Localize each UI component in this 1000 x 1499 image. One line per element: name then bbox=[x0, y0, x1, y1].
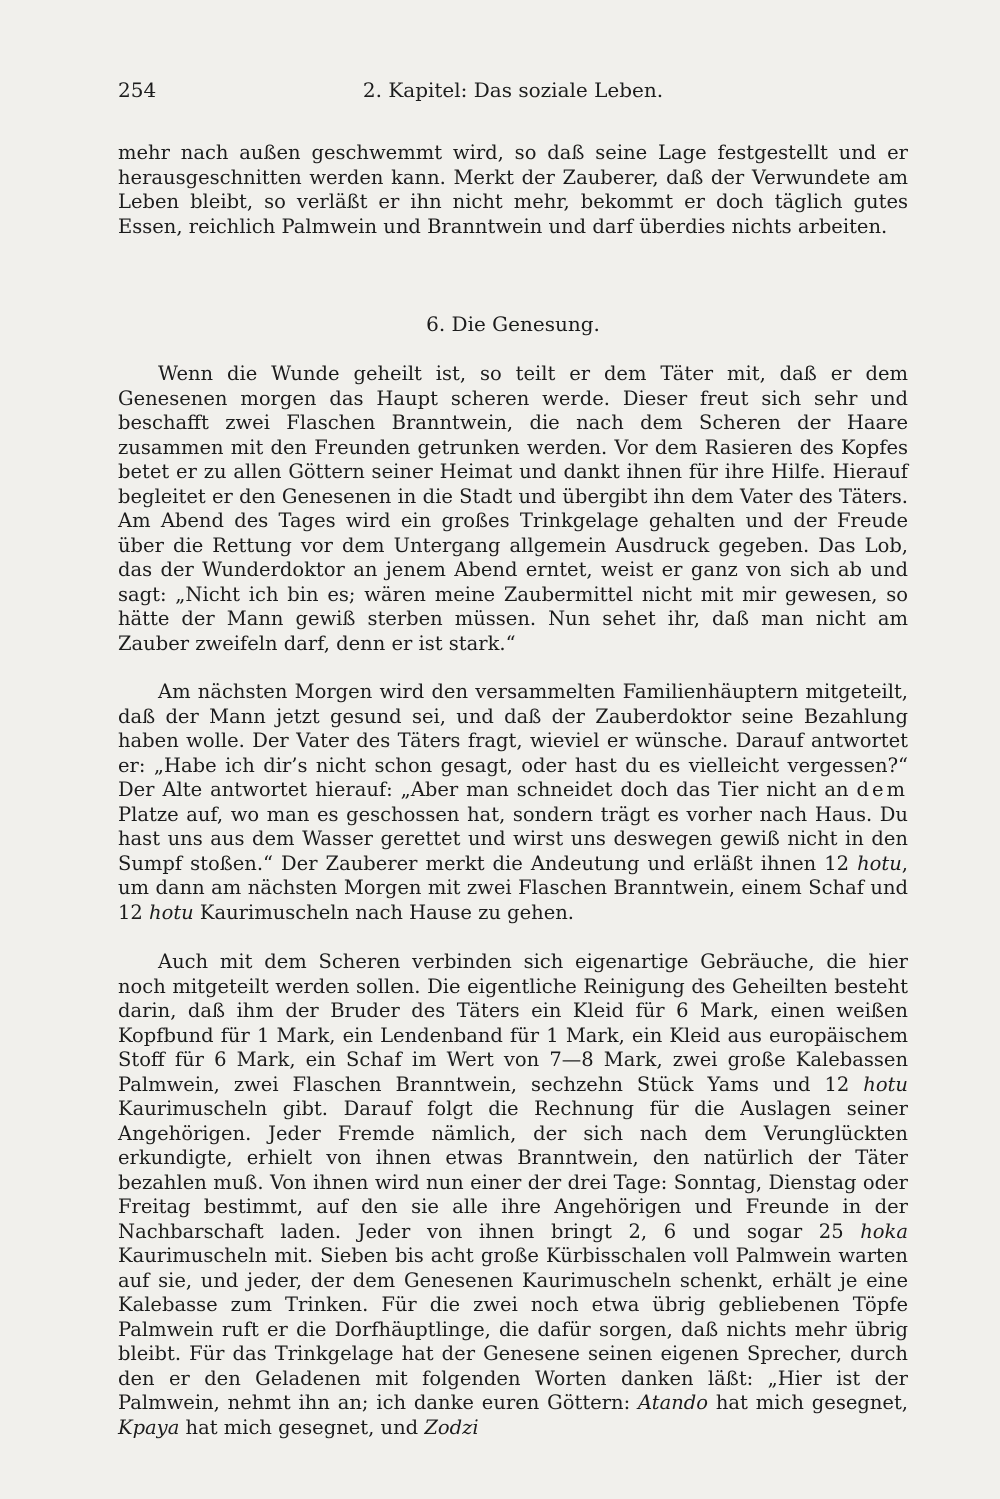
chapter-title: 2. Kapitel: Das soziale Leben. bbox=[362, 78, 664, 102]
emphasized-word: dem bbox=[856, 778, 908, 801]
text-run: Platze auf, wo man es geschossen hat, sondern trägt es vorher nach Haus. Du hast uns aus dem Wasser gerettet und wirst uns deswegen gewiß nicht in den Sumpf stoßen.“ Der Zauberer merkt die Andeutung und erläßt ihnen 12 bbox=[118, 802, 908, 875]
text-run: Am nächsten Morgen wird den versammelten Familienhäuptern mitgeteilt, daß der Mann jetzt gesund sei, und daß der Zauberdoktor seine Bezahlung haben wolle. Der Vater des Täters fragt, wieviel er wünsche. Darauf antwortet er: „Habe ich dir’s nicht schon gesagt, oder hast du es vielleicht vergessen?“ Der Alte antwortet hierauf: „Aber man schneidet doch das Tier nicht an bbox=[118, 680, 908, 801]
paragraph-shaving-customs bbox=[118, 950, 908, 1440]
paragraph-healing: Wenn die Wunde geheilt ist, so teilt er dem Täter mit, daß er dem Genesenen morgen das Haupt scheren werde. Dieser freut sich sehr und beschafft zwei Flaschen Branntwein, die nach dem Scheren der Haare zusammen mit den Freunden getrunken werden. Vor dem Rasieren des Kopfes betet er zu allen Göttern seiner Heimat und dankt ihnen für ihre Hilfe. Hierauf begleitet er den Genesenen in die Stadt und übergibt ihn dem Vater des Täters. Am Abend des Tages wird ein großes Trinkgelage gehalten und der Freude über die Rettung vor dem Untergang allgemein Ausdruck gegeben. Das Lob, das der Wunderdoktor an jenem Abend erntet, weist er ganz von sich ab und sagt: „Nicht ich bin es; wären meine Zaubermittel nicht mit mir gewesen, so hätte der Mann gewiß sterben müssen. Nun sehet ihr, daß man nicht am Zauber zweifeln darf, denn er ist stark.“ bbox=[118, 362, 908, 655]
text-run: Kaurimuscheln nach Hause zu gehen. bbox=[193, 900, 575, 924]
page-number: 254 bbox=[118, 78, 157, 102]
native-term: hotu bbox=[863, 1072, 908, 1096]
section-heading: 6. Die Genesung. bbox=[426, 312, 600, 336]
native-term: hotu bbox=[149, 900, 194, 924]
text-run: , um dann am nächsten Morgen mit zwei Flaschen Branntwein, einem Schaf und 12 bbox=[118, 851, 908, 924]
native-term: hoka bbox=[860, 1219, 908, 1243]
text-run: Kaurimuscheln mit. Sieben bis acht große Kürbisschalen voll Palmwein warten auf sie, und jeder, der dem Genesenen Kaurimuscheln schenkt, erhält je eine Kalebasse zum Trinken. Für die zwei noch etwa übrig gebliebenen Töpfe Palmwein ruft er die Dorfhäuptlinge, die dafür sorgen, daß nichts mehr übrig bleibt. Für das Trinkgelage hat der Genesene seinen eigenen Sprecher, durch den er den Geladenen mit folgenden Worten danken läßt: „Hier ist der Palmwein, nehmt ihn an; ich danke euren Göttern: bbox=[118, 1244, 908, 1414]
deity-name: Atando bbox=[638, 1391, 708, 1414]
native-term: hotu bbox=[857, 851, 902, 875]
deity-name: Zodzi bbox=[424, 1415, 479, 1439]
running-head bbox=[118, 78, 908, 108]
text-run: Auch mit dem Scheren verbinden sich eigenartige Gebräuche, die hier noch mitgeteilt werden sollen. Die eigentliche Reinigung des Geheilten besteht darin, daß ihm der Bruder des Täters ein Kleid für 6 Mark, einen weißen Kopfbund für 1 Mark, ein Lendenband für 1 Mark, ein Kleid aus europäischem Stoff für 6 Mark, ein Schaf im Wert von 7—8 Mark, zwei große Kalebassen Palmwein, zwei Flaschen Branntwein, sechzehn Stück Yams und 12 bbox=[118, 950, 908, 1096]
text-run: hat mich gesegnet, bbox=[708, 1391, 908, 1414]
paragraph-continuation: mehr nach außen geschwemmt wird, so daß seine Lage festgestellt und er herausgeschnitten werden kann. Merkt der Zauberer, daß der Verwundete am Leben bleibt, so verläßt er ihn nicht mehr, bekommt er doch täglich gutes Essen, reichlich Palmwein und Branntwein und darf überdies nichts arbeiten. bbox=[118, 141, 908, 238]
text-run: hat mich gesegnet, und bbox=[179, 1415, 425, 1439]
text-run: Kaurimuscheln gibt. Darauf folgt die Rechnung für die Auslagen seiner Angehörigen. Jeder Fremde nämlich, der sich nach dem Verunglückten erkundigte, erhielt von ihnen etwas Branntwein, den natürlich der Täter bezahlen muß. Von ihnen wird nun einer der drei Tage: Sonntag, Dienstag oder Freitag bestimmt, auf den sie alle ihre Angehörigen und Freunde in der Nachbarschaft laden. Jeder von ihnen bringt 2, 6 und sogar 25 bbox=[118, 1097, 908, 1243]
paragraph-payment bbox=[118, 680, 908, 925]
deity-name: Kpaya bbox=[118, 1415, 180, 1439]
